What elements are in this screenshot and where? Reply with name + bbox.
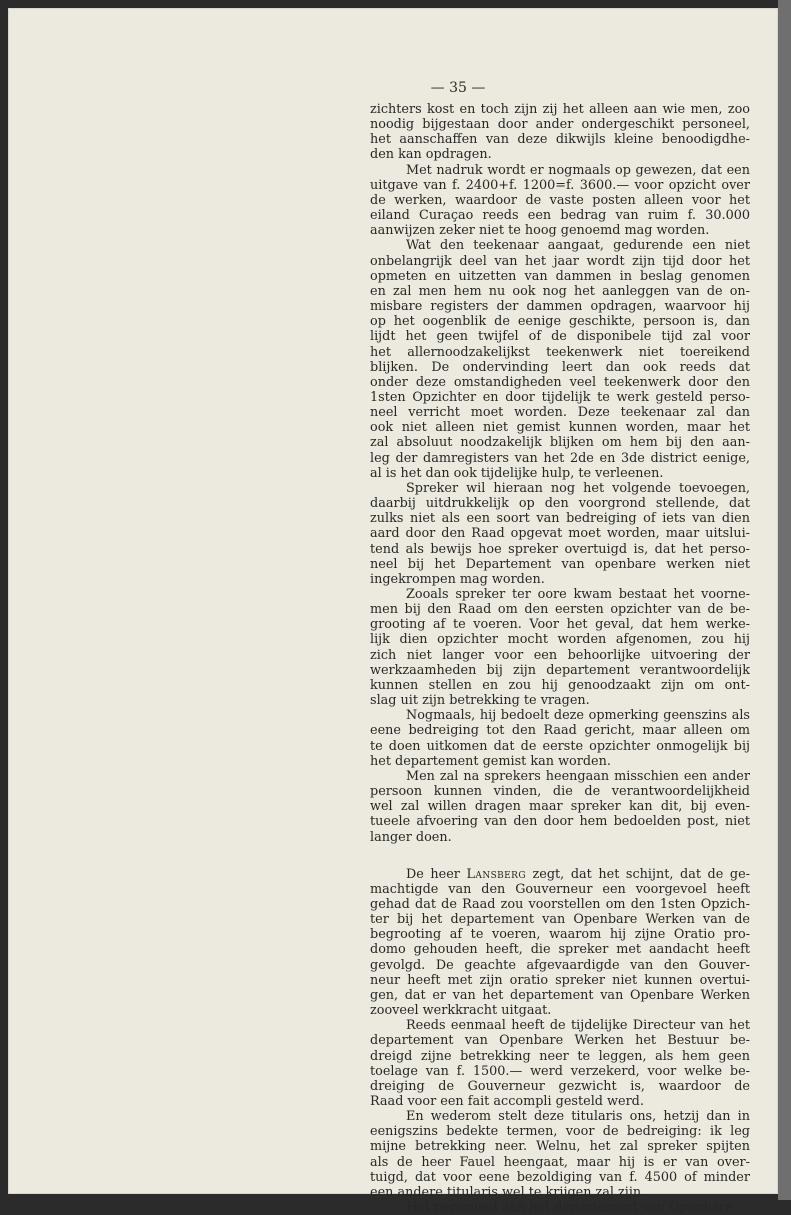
paragraph — [370, 1200, 750, 1215]
text-line: domo gehouden heeft, die spreker met aandacht heeft — [370, 942, 750, 958]
text-line: Men zal na sprekers heengaan misschien een ander — [406, 768, 750, 784]
text-line: zich niet langer voor een behoorlijke uitvoering der — [370, 647, 750, 663]
paragraph — [370, 238, 750, 481]
scan-edge — [778, 0, 791, 1200]
text-line: ter bij het departement van Openbare Werken van de — [370, 912, 750, 928]
text-line: werkzaamheden bij zijn departement verantwoordelijk — [370, 662, 750, 678]
text-line: gevolgd. De geachte afgevaardigde van den Gouver- — [370, 957, 750, 973]
text-line: het allernoodzakelijkst teekenwerk niet toereikend — [370, 344, 750, 360]
text-line: 1sten Opzichter en door tijdelijk te werk gesteld perso- — [370, 389, 750, 405]
text-line: tend als bewijs hoe spreker overtuigd is, dat het perso- — [370, 541, 750, 557]
text-line: Wat den teekenaar aangaat, gedurende een niet — [406, 238, 750, 254]
text-line: den kan opdragen. — [370, 147, 492, 163]
text-line: als de heer Fauel heengaat, maar hij is er van over- — [370, 1154, 750, 1170]
text-line: Raad voor een fait accompli gesteld werd. — [370, 1094, 644, 1109]
text-line: lijk dien opzichter mocht worden afgenomen, zou hij — [370, 632, 750, 648]
body-text — [370, 102, 750, 1215]
text-line: neel bij het Departement van openbare werken niet — [370, 556, 750, 572]
text-line: wel zal willen dragen maar spreker kan dit, bij even- — [370, 799, 750, 815]
text-line: opmeten en uitzetten van dammen in beslag genomen — [370, 268, 750, 284]
paragraph-gap — [370, 845, 750, 867]
text-line: op het oogenblik de eenige geschikte, persoon is, dan — [370, 314, 750, 330]
text-line: machtigde van den Gouverneur een voorgevoel heeft — [370, 881, 750, 897]
text-line: langer doen. — [370, 829, 452, 845]
text-line: eenigszins bedekte termen, voor de bedreiging: ik leg — [370, 1124, 750, 1140]
text-line: te doen uitkomen dat de eerste opzichter onmogelijk bij — [370, 738, 750, 754]
text-line: aanwijzen zeker niet te hoog genoemd mag worden. — [370, 223, 710, 239]
paragraph — [370, 769, 750, 845]
text-line: eene bedreiging tot den Raad gericht, maar alleen om — [370, 723, 750, 739]
text-line: departement van Openbare Werken het Bestuur be- — [370, 1033, 750, 1049]
text-line: de werken, waardoor de vaste posten alleen voor het — [370, 192, 750, 208]
text-line: neel verricht moet worden. Deze teekenaar zal dan — [370, 405, 750, 421]
text-line: Reeds eenmaal heeft de tijdelijke Directeur van het — [406, 1018, 750, 1034]
text-line: misbare registers der dammen opdragen, waarvoor hij — [370, 299, 750, 315]
text-line: zooveel werkkracht uitgaat. — [370, 1003, 552, 1019]
text-line: onbelangrijk deel van het jaar wordt zijn tijd door het — [370, 253, 750, 269]
text-line: persoon kunnen vinden, die de verantwoordelijkheid — [370, 784, 750, 800]
document-page — [8, 8, 778, 1215]
text-line: Nogmaals, hij bedoelt deze opmerking geenszins als — [406, 708, 750, 724]
paragraph — [370, 708, 750, 769]
paragraph — [370, 481, 750, 587]
page-number: — 35 — — [430, 80, 486, 96]
text-line: blijken. De ondervinding leert dan ook reeds dat — [370, 359, 750, 375]
speaker-line-rest: zegt, dat het schijnt, dat de ge- — [525, 866, 750, 882]
text-line — [370, 867, 750, 882]
text-line: toelage van f. 1500.— werd verzekerd, voor welke be- — [370, 1063, 750, 1079]
text-line: ingekrompen mag worden. — [370, 571, 545, 587]
text-line: onder deze omstandigheden veel teekenwerk door den — [370, 374, 750, 390]
text-line: tueele afvoering van den door hem bedoelden post, niet — [370, 814, 750, 830]
text-line: het aanschaffen van deze dikwijls kleine benoodigdhe- — [370, 132, 750, 148]
text-line: begrooting af te voeren, waarom hij zijne Oratio pro- — [370, 927, 750, 943]
text-line: uitgave van f. 2400+f. 1200=f. 3600.— voor opzicht over — [370, 177, 750, 193]
text-line: zichters kost en toch zijn zij het alleen aan wie men, zoo — [370, 102, 750, 117]
text-line: leg der damregisters van het 2de en 3de district eenige, — [370, 450, 750, 466]
text-line: aard door den Raad opgevat moet worden, maar uitslui- — [370, 526, 750, 542]
text-line: grooting af te voeren. Voor het geval, dat hem werke- — [370, 617, 750, 633]
paragraph — [370, 102, 750, 163]
text-line: noodig bijgestaan door ander ondergeschikt personeel, — [370, 117, 750, 133]
paragraph — [370, 1109, 750, 1200]
speaker-name: Lansberg — [466, 866, 526, 882]
text-line: slag uit zijn betrekking te vragen. — [370, 693, 590, 709]
text-line: men bij den Raad om den eersten opzichter van de be- — [370, 602, 750, 618]
text-line: daarbij uitdrukkelijk op den voorgrond stellende, dat — [370, 496, 750, 512]
paragraph — [370, 587, 750, 708]
text-line: En wederom stelt deze titularis ons, hetzij dan in — [406, 1109, 750, 1125]
speaker-prefix: De heer — [406, 866, 467, 882]
text-line: zulks niet als een soort van bedreiging of iets van dien — [370, 511, 750, 527]
text-line: Het personeel aan het departement van Openbare — [406, 1200, 733, 1215]
text-line: en zal men hem nu ook nog het aanleggen van de on- — [370, 283, 750, 299]
paragraph — [370, 1018, 750, 1109]
text-line: neur heeft met zijn oratio spreker niet kunnen overtui- — [370, 972, 750, 988]
text-line: Spreker wil hieraan nog het volgende toevoegen, — [406, 480, 750, 496]
text-line: dreigd zijne betrekking neer te leggen, als hem geen — [370, 1048, 750, 1064]
text-line: gen, dat er van het departement van Openbare Werken — [370, 987, 750, 1003]
text-line: gehad dat de Raad zou voorstellen om den 1sten Opzich- — [370, 896, 750, 912]
text-line: ook niet alleen niet gemist kunnen worden, maar het — [370, 420, 750, 436]
text-line: kunnen stellen en zou hij genoodzaakt zijn om ont- — [370, 677, 750, 693]
paragraph — [370, 867, 750, 1019]
text-line: mijne betrekking neer. Welnu, het zal spreker spijten — [370, 1139, 750, 1155]
text-line: zal absoluut noodzakelijk blijken om hem bij den aan- — [370, 435, 750, 451]
text-line: Met nadruk wordt er nogmaals op gewezen, dat een — [406, 162, 750, 178]
text-line: lijdt het geen twijfel of de disponibele tijd zal voor — [370, 329, 750, 345]
text-line: tuigd, dat voor eene bezoldiging van f. 4500 of minder — [370, 1169, 750, 1185]
text-line: het departement gemist kan worden. — [370, 753, 611, 769]
text-line: eiland Curaçao reeds een bedrag van ruim f. 30.000 — [370, 208, 750, 224]
text-line: dreiging de Gouverneur gezwicht is, waardoor de — [370, 1078, 750, 1094]
paragraph — [370, 163, 750, 239]
text-line: Zooals spreker ter oore kwam bestaat het voorne- — [406, 587, 750, 602]
text-line: al is het dan ook tijdelijke hulp, te verleenen. — [370, 465, 664, 481]
text-line: een andere titularis wel te krijgen zal zijn. — [370, 1184, 646, 1200]
